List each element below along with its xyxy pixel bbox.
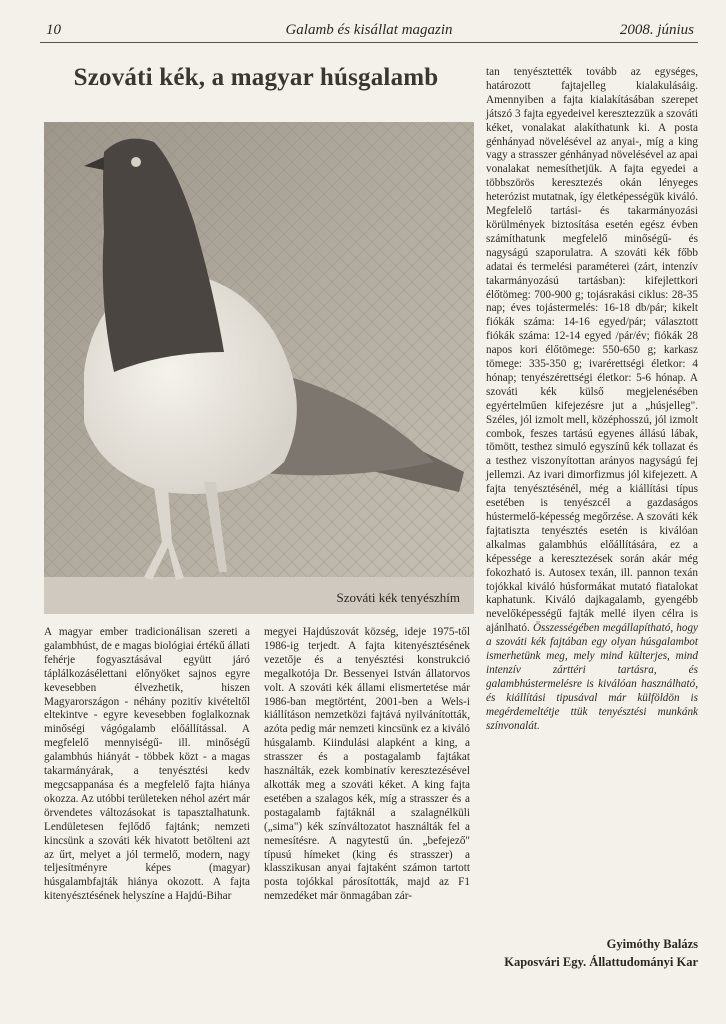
magazine-name: Galamb és kisállat magazin [285,22,453,38]
column-2-text: megyei Hajdúszovát község, ideje 1975-től 1986-ig terjedt. A fajta kitenyésztésének vezetője és a tenyésztési konstrukció megalkotója Dr. Bessenyei István állatorvos volt. A szováti kék állami elismertetése már 1986-ban megtörtént, 2001-ben a Wels-i kiállításon nemzetközi fajtává nyilvánították, azóta pedig már nemzeti kincsünk ez a kiváló húsgalamb. Kiindulási alapként a king, a strasszer és a postagalamb fajtákat használták, ezek kombinatív keresztezésével alkották meg a szováti kéket. A king fajta esetében a szalagos kék, míg a strasszer és a postagalamb fajtáknál a szalagnélküli („sima") kék színváltozatot használták fel a nemesítésre. A nagytestű ún. „befejező" típusú hímeket (king és strasszer) a klasszikusan anyai fajtaként számon tartott posta tojókkal párosították, majd az F1 nemzedéket már önmagában zár- [264,626,470,903]
column-3-conclusion: Összességében megállapítható, hogy a szováti kék fajtában egy olyan húsgalambot ismerhetünk meg, mely mind külterjes, mind intenzív zárttéri tartásra, és galambhústermelésre is kiválóan használható, és kiállítási tipusával már külföldön is megérdemeltétje ttük tenyésztési munkánk színvonalát. [486,622,699,732]
column-3-text [486,66,698,734]
pigeon-image [44,122,474,614]
page-number: 10 [46,22,61,38]
page-header [40,20,698,43]
photo-caption: Szováti kék tenyészhím [336,590,460,605]
article-column-3 [486,66,698,734]
article-title: Szováti kék, a magyar húsgalamb [73,64,439,91]
issue-date: 2008. június [619,22,694,38]
column-1-text: A magyar ember tradicionálisan szereti a galambhúst, de e magas biológiai értékű állati fehérje fogyasztásával együtt járó táplálkozásélettani előnyöket sajnos egyre kevesebben élvezhetik, hiszen Magyarországon - néhány pozitív kivételtől eltekintve - egyre kevesebben foglalkoznak minőségi vágógalamb előállítással. A megfelelő mennyiségű- ill. minőségű galambhús hiányát - többek közt - a magas takarmányárak, a tenyésztési kedv megcsappanása és a megfelelő fajta hiánya okozza. Az utóbbi területeken néhol azért már örvendetes változásokat is tapasztalhatunk. Lendületesen fejlődő fajtánk; nemzeti kincsünk a szováti kék hivatott betölteni azt az űrt, melyet a jól termelő, modern, nagy teljesítményre képes (magyar) húsgalambfajták hiánya okozott. A fajta kitenyésztésének helyszíne a Hajdú-Bihar [44,626,250,903]
article-column-2 [264,626,470,904]
author-affiliation: Kaposvári Egy. Állattudományi Kar [504,955,698,969]
author-name: Gyimóthy Balázs [606,937,698,951]
column-3-main-text: tan tenyésztették tovább az egységes, határozott fajtajelleg kialakulásáig. Amennyiben a fajta kialakításában szerepet játszó 3 fajta egyedeivel keresztezzük a szováti kéket, vonalakat alakíthatunk ki. A posta génhányad növelésével az anyai-, míg a king vagy a strasszer génhányad növelésével az apai vonalakat nemesíthetjük. A fajta egyedei a többszörös keresztezés okán lényeges heterózist mutatnak, így életképességük kiváló. Megfelelő tartási- és takarmányozási körülmények biztosítása esetén egész évben számíthatunk megfelelő minőségű- és nagyságú szaporulatra. A szováti kék főbb adatai és termelési paraméterei (zárt, intenzív takarmányozású tartásban): kifejlettkori élőtömeg: 700-900 g; tojásrakási ciklus: 28-35 nap; éves tojástermelés: 16-18 db/pár; kikelt fiókák száma: 14-16 egyed/pár; választott fiókák száma: 12-14 egyed /pár/év; fiókák 28 napos kori élőtömege: 550-650 g; karkasz tömege: 335-350 g; ivarérettségi életkor: 4 hónap; tenyészérettségi életkor: 5-6 hónap. A szováti kék külső megjelenésében egyértelműen kifejezésre jut a „húsjelleg". Széles, jól izmolt mell, középhosszú, jól izmolt combok, feszes tartású egyenes állású lábak, tömött, testhez simuló egyszínű kék tollazat és a testhez viszonyítottan arányos nagyságú fej jellemzi. Az ivari dimorfizmus jól kifejezett. A fajta tenyésztésénél, még a kiállítási típus esetében is tenyészcél a gazdaságos hústermelő-képesség megőrzése. A szováti kék fajtatiszta tenyésztés esetén is kiválóan alkalmas galambhús előállítására, ez a képessége a keresztezések során akár még fokozható is. Autosex texán, ill. pannon texán tojókkal kiváló húsformákat mutató fiatalokat kaphatunk. Kiváló dajkagalamb, gyengébb nevelőképességű fajták mellé ilyen célra is ajánlható. [486,66,698,635]
article-column-1 [44,626,250,904]
pigeon-photo [44,122,474,614]
